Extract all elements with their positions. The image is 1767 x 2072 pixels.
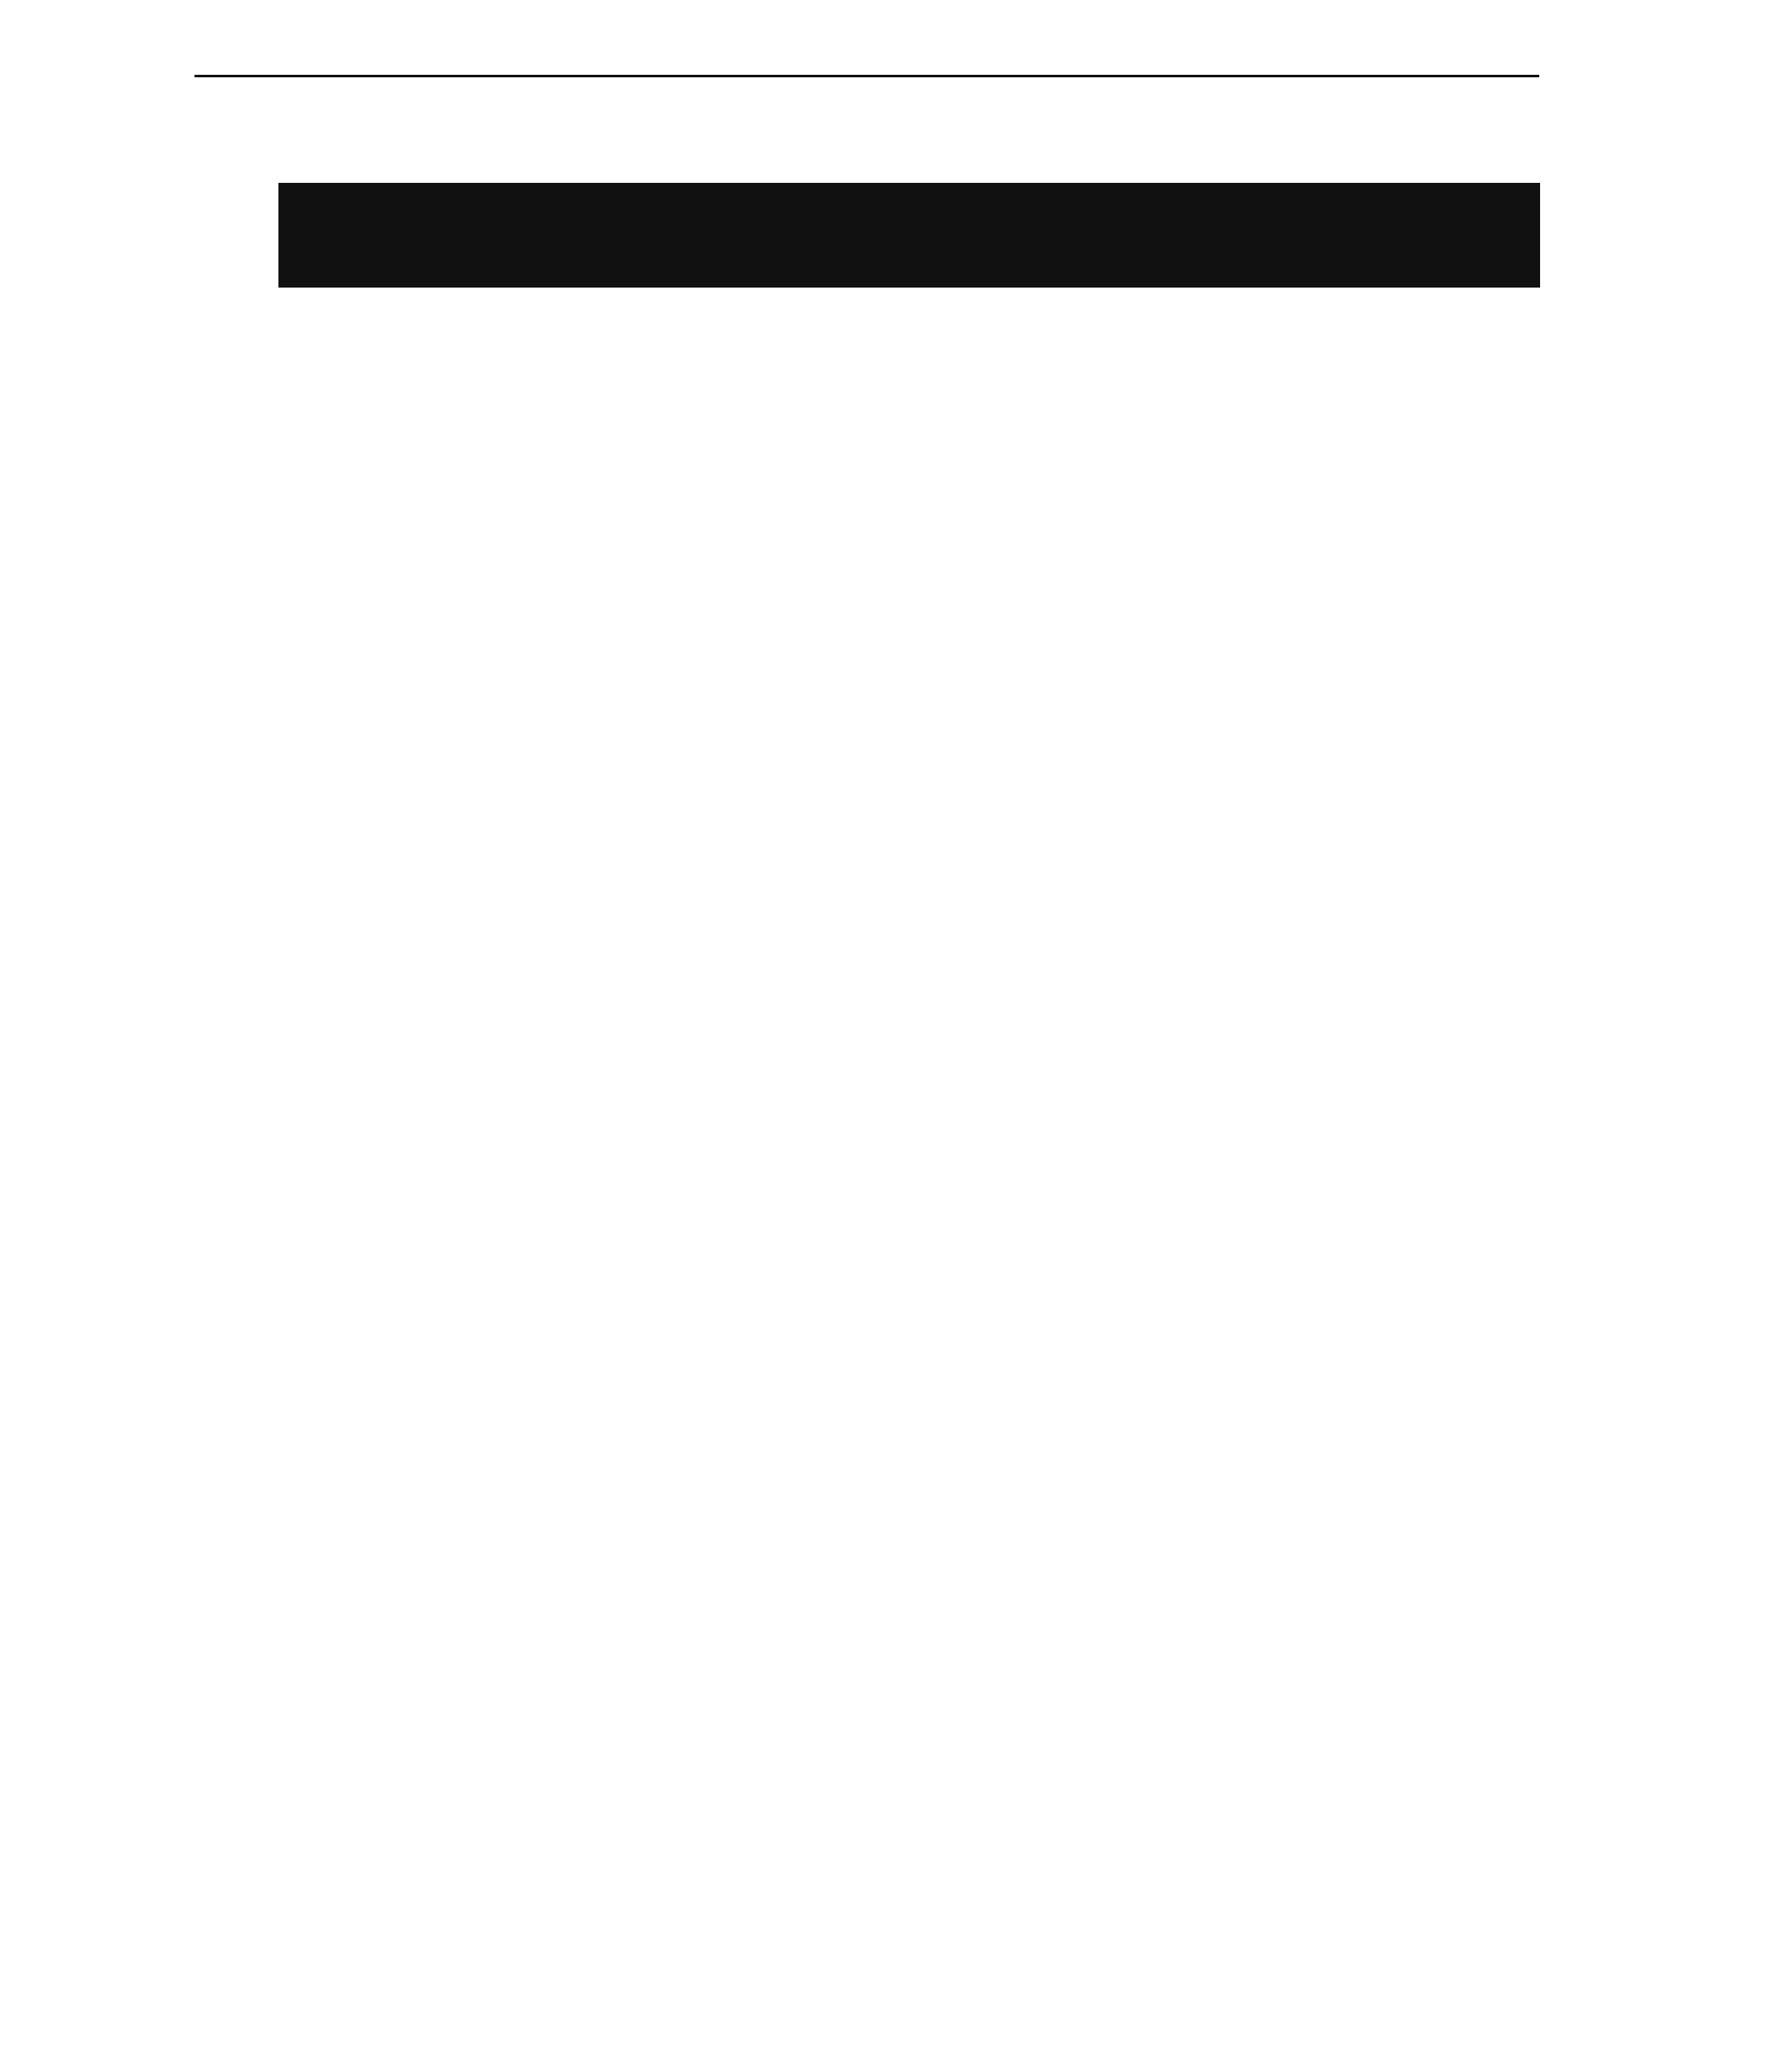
general-objective-text bbox=[341, 290, 490, 965]
general-objective-text bbox=[341, 965, 490, 2051]
general-objective-num bbox=[280, 290, 342, 965]
general-objective-num bbox=[280, 965, 342, 2051]
